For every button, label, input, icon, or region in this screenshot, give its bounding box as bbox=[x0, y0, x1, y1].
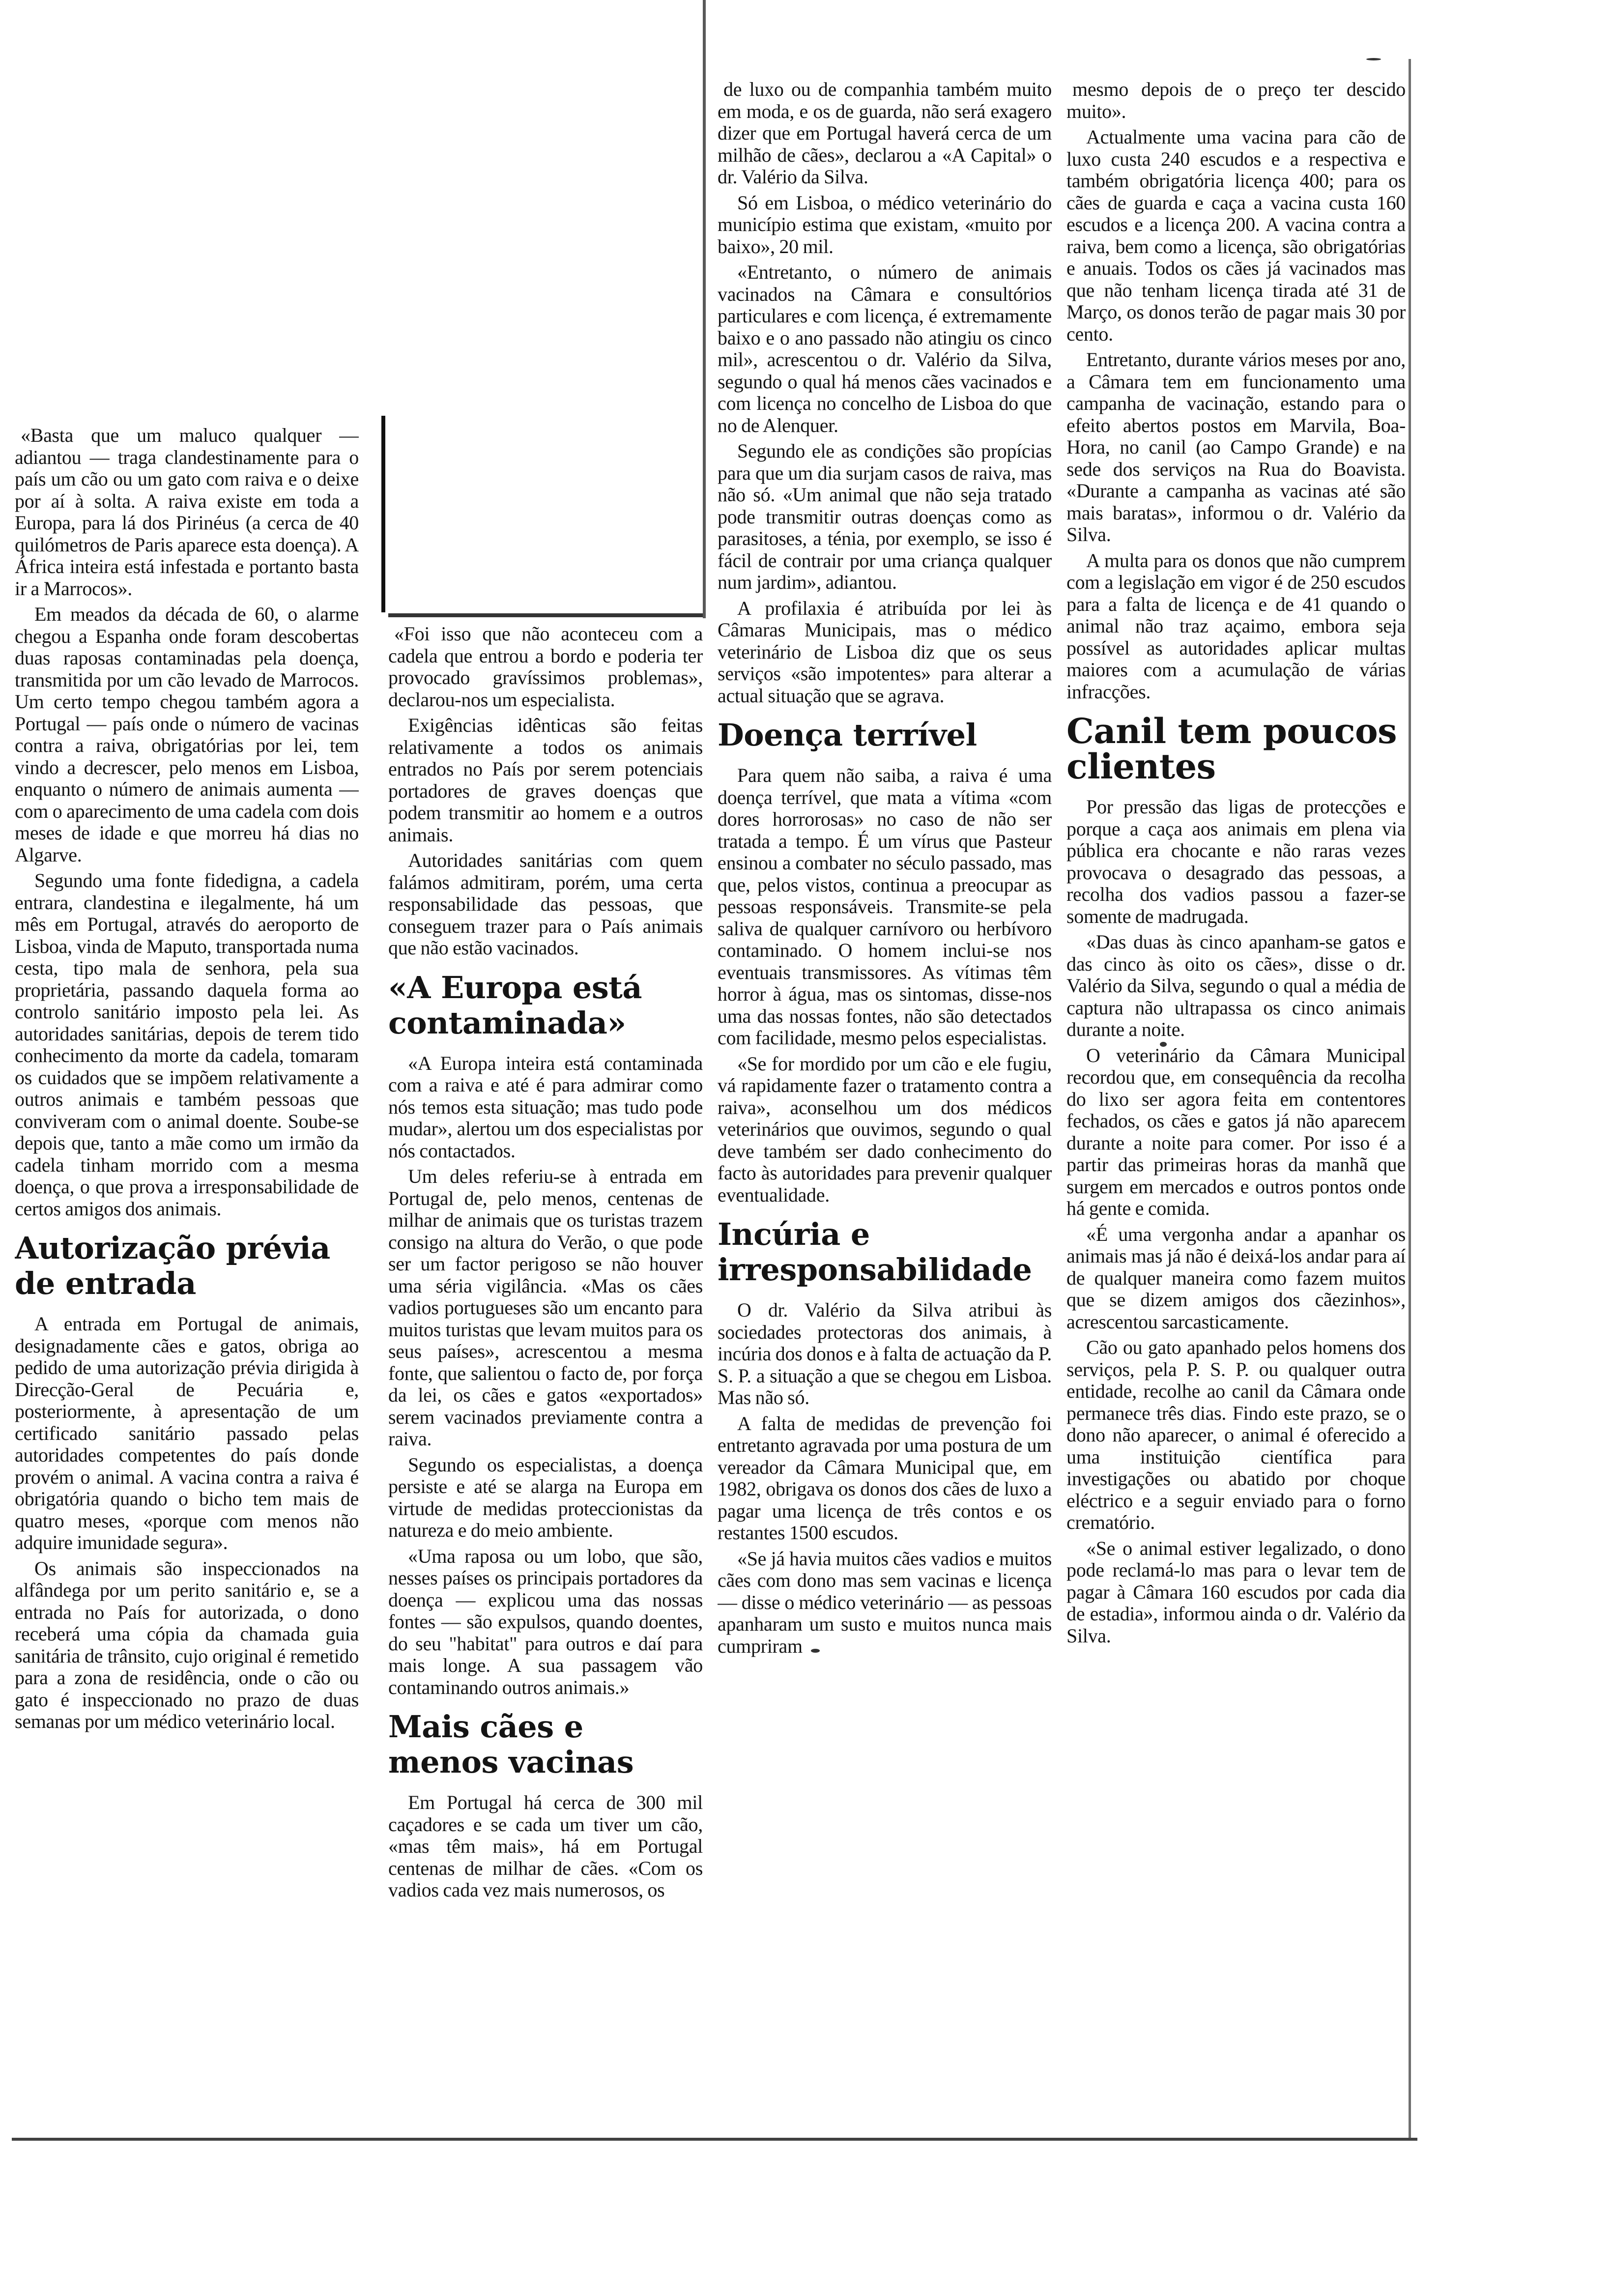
section-heading: Mais cães e menos vacinas bbox=[388, 1709, 634, 1780]
right-edge-rule bbox=[1409, 59, 1411, 2138]
paragraph: Cão ou gato apanhado pelos homens dos serviços, pela P. S. P. ou qualquer outra entidade, recolhe ao canil da Câmara onde permanece três dias. Findo este prazo, se o dono não aparecer, o animal é oferecido a uma instituição científica para investigações ou abatido por choque eléctrico e a seguir enviado para o forno crematório. bbox=[1066, 1336, 1406, 1533]
column1-right-rule bbox=[381, 416, 385, 612]
column-4 bbox=[1066, 79, 1406, 2135]
paragraph: Actualmente uma vacina para cão de luxo custa 240 escudos e a respectiva e também obrigatória licença 400; para os cães de guarda e caça a vacina custa 160 escudos e a licença 200. A vacina contra a raiva, bem como a licença, são obrigatórias e anuais. Todos os cães já vacinados mas que não tenham licença tirada até 31 de Março, os donos terão de pagar mais 30 por cento. bbox=[1066, 126, 1406, 345]
paragraph: Para quem não saiba, a raiva é uma doença terrível, que mata a vítima «com dores horrorosas» no caso de não ser tratada a tempo. É um vírus que Pasteur ensinou a combater no século passado, mas que, pelos vistos, continua a preocupar as pessoas responsáveis. Transmite-se pela saliva de qualquer carnívoro ou herbívoro contaminado. O homem inclui-se nos eventuais transmissores. As vítimas têm horror à água, mas os sintomas, disse-nos uma das nossas fontes, não são detectados com facilidade, mesmo pelos especialistas. bbox=[718, 764, 1052, 1049]
paragraph: «Se já havia muitos cães vadios e muitos cães com dono mas sem vacinas e licença — disse o médico veterinário — as pessoas apanharam um susto e muitos nunca mais cumpriram bbox=[718, 1547, 1052, 1657]
paragraph: A profilaxia é atribuída por lei às Câmaras Municipais, mas o médico veterinário de Lisboa diz que os seus serviços «são impotentes» para alterar a actual situação que se agrava. bbox=[718, 597, 1052, 707]
paragraph: Entretanto, durante vários meses por ano, a Câmara tem em funcionamento uma campanha de vacinação, estando para o efeito abertos postos em Marvila, Boa-Hora, no canil (ao Campo Grande) e na sede dos serviços na Rua do Boavista. «Durante a campanha as vacinas até são mais baratas», informou o dr. Valério da Silva. bbox=[1066, 348, 1406, 545]
top-edge-rule bbox=[388, 613, 703, 617]
paragraph: «Das duas às cinco apanham-se gatos e das cinco às oito os cães», disse o dr. Valério da Silva, segundo o qual a média de captura não ultrapassa os cinco animais durante a noite. bbox=[1066, 931, 1406, 1040]
section-heading: «A Europa está contaminada» bbox=[388, 969, 642, 1041]
section-heading: Canil tem poucos clientes bbox=[1066, 711, 1397, 787]
paragraph: «A Europa inteira está contaminada com a raiva e até é para admirar como nós temos esta situação; mas tudo pode mudar», alertou um dos especialistas por nós contactados. bbox=[388, 1052, 703, 1162]
paragraph: «Se o animal estiver legalizado, o dono pode reclamá-lo mas para o levar tem de pagar à Câmara 160 escudos por cada dia de estadia», informou ainda o dr. Valério da Silva. bbox=[1066, 1537, 1406, 1647]
paragraph: A falta de medidas de prevenção foi entretanto agravada por uma postura de um vereador da Câmara Municipal que, em 1982, obrigava os donos dos cães de luxo a pagar uma licença de três contos e os restantes 1500 escudos. bbox=[718, 1412, 1052, 1544]
paragraph: mesmo depois de o preço ter descido muito». bbox=[1066, 79, 1406, 122]
paragraph: Exigências idênticas são feitas relativamente a todos os animais entrados no País por serem potenciais portadores de graves doenças que podem transmitir ao homem e a outros animais. bbox=[388, 714, 703, 846]
paragraph: Segundo os especialistas, a doença persiste e até se alarga na Europa em virtude de medidas proteccionistas da natureza e do meio ambiente. bbox=[388, 1453, 703, 1541]
paragraph: «Foi isso que não aconteceu com a cadela que entrou a bordo e poderia ter provocado gravíssimos problemas», declarou-nos um especialista. bbox=[388, 623, 703, 711]
section-heading: Doença terrível bbox=[718, 717, 977, 753]
paragraph: A entrada em Portugal de animais, designadamente cães e gatos, obriga ao pedido de uma autorização prévia dirigida à Direcção-Geral de Pecuária e, posteriormente, à apresentação de um certificado sanitário passado pelas autoridades competentes do país donde provém o animal. A vacina contra a raiva é obrigatória quando o bicho tem mais de quatro meses, «porque com menos não adquire imunidade segura». bbox=[15, 1313, 359, 1553]
section-heading: Incúria e irresponsabilidade bbox=[718, 1216, 1032, 1288]
paragraph: Em meados da década de 60, o alarme chegou a Espanha onde foram descobertas duas raposas contaminadas pela doença, transmitida por um cão levado de Marrocos. Um certo tempo chegou também agora a Portugal — país onde o número de vacinas contra a raiva, obrigatórias por lei, tem vindo a decrescer, pelo menos em Lisboa, enquanto o número de animais aumenta — com o aparecimento de uma cadela com dois meses de idade e que morreu há dias no Algarve. bbox=[15, 603, 359, 866]
paragraph: Por pressão das ligas de protecções e porque a caça aos animais em plena via pública era chocante e não raras vezes provocava o desagrado das pessoas, a recolha dos vadios passou a fazer-se somente de madrugada. bbox=[1066, 796, 1406, 927]
paragraph: Em Portugal há cerca de 300 mil caçadores e se cada um tiver um cão, «mas têm mais», há em Portugal centenas de milhar de cães. «Com os vadios cada vez mais numerosos, os bbox=[388, 1791, 703, 1901]
paragraph: Segundo ele as condições são propícias para que um dia surjam casos de raiva, mas não só. «Um animal que não seja tratado pode transmitir outras doenças como as parasitoses, a ténia, por exemplo, se isso é fácil de contrair por uma criança qualquer num jardim», adiantou. bbox=[718, 440, 1052, 593]
paragraph: Segundo uma fonte fidedigna, a cadela entrara, clandestina e ilegalmente, há um mês em Portugal, através do aeroporto de Lisboa, vinda de Maputo, transportada numa cesta, tipo mala de senhora, pela sua proprietária, passando daquela forma ao controlo sanitário imposto pela lei. As autoridades sanitárias, depois de terem tido conhecimento da morte da cadela, tomaram os cuidados que se impõem relativamente a outros animais e também pessoas que conviveram com o animal doente. Soube-se depois que, tanto a mãe como um irmão da cadela tinham morrido com a mesma doença, o que prova a irresponsabilidade de certos amigos dos animais. bbox=[15, 869, 359, 1220]
paragraph: A multa para os donos que não cumprem com a legislação em vigor é de 250 escudos para a falta de licença e de 41 quando o animal não traz açaimo, embora seja possível as autoridades aplicar multas maiores com a acumulação de várias infracções. bbox=[1066, 549, 1406, 703]
column3-left-rule bbox=[703, 0, 706, 618]
paragraph: Um deles referiu-se à entrada em Portugal de, pelo menos, centenas de milhar de animais que os turistas trazem consigo na altura do Verão, o que pode ser um factor perigoso se não houver uma séria vigilância. «Mas os cães vadios portugueses são um encanto para muitos turistas que levam muitos para os seus países», acrescentou a mesma fonte, que salientou o facto de, por força da lei, os cães e gatos «exportados» serem vacinados previamente contra a raiva. bbox=[388, 1165, 703, 1450]
paragraph: O veterinário da Câmara Municipal recordou que, em consequência da recolha do lixo ser agora feita em contentores fechados, os cães e gatos já não aparecem durante a noite para comer. Por isso é a partir das primeiras horas da manhã que surgem em mercados e outros pontos onde há gente e comida. bbox=[1066, 1044, 1406, 1219]
paragraph: de luxo ou de companhia também muito em moda, e os de guarda, não será exagero dizer que em Portugal haverá cerca de um milhão de cães», declarou a «A Capital» o dr. Valério da Silva. bbox=[718, 79, 1052, 188]
paragraph: «Uma raposa ou um lobo, que são, nesses países os principais portadores da doença — explicou uma das nossas fontes — são expulsos, quando doentes, do seu "habitat" para outros e daí para mais longe. A sua passagem vão contaminando outros animais.» bbox=[388, 1545, 703, 1698]
paragraph: «Basta que um maluco qualquer — adiantou — traga clandestinamente para o país um cão ou um gato com raiva e o deixe por aí à solta. A raiva existe em toda a Europa, para lá dos Pirinéus (a cerca de 40 quilómetros de Paris aparece esta doença). A África inteira está infestada e portanto basta ir a Marrocos». bbox=[15, 425, 359, 600]
paragraph: «Se for mordido por um cão e ele fugiu, vá rapidamente fazer o tratamento contra a raiva», aconselhou um dos médicos veterinários que ouvimos, segundo o qual deve também ser dado conhecimento do facto às autoridades para prevenir qualquer eventualidade. bbox=[718, 1052, 1052, 1206]
paragraph: Só em Lisboa, o médico veterinário do município estima que existam, «muito por baixo», 20 mil. bbox=[718, 191, 1052, 258]
bottom-edge-rule bbox=[12, 2138, 1417, 2141]
column-1 bbox=[15, 425, 359, 2135]
paragraph: Autoridades sanitárias com quem falámos admitiram, porém, uma certa responsabilidade das pessoas, que conseguem trazer para o País animais que não estão vacinados. bbox=[388, 849, 703, 959]
column-2 bbox=[388, 623, 703, 2135]
section-heading: Autorização prévia de entrada bbox=[15, 1230, 330, 1301]
paragraph: O dr. Valério da Silva atribui às sociedades protectoras dos animais, à incúria dos donos e à falta de actuação da P. S. P. a situação a que se chegou em Lisboa. Mas não só. bbox=[718, 1299, 1052, 1408]
scan-speck bbox=[1366, 58, 1381, 60]
paragraph: Os animais são inspeccionados na alfândega por um perito sanitário e, se a entrada no País for autorizada, o dono receberá uma cópia da chamada guia sanitária de trânsito, cujo original é remetido para a zona de residência, onde o cão ou gato é inspeccionado no prazo de duas semanas por um médico veterinário local. bbox=[15, 1557, 359, 1732]
column-3 bbox=[718, 79, 1052, 2135]
paragraph: «Entretanto, o número de animais vacinados na Câmara e consultórios particulares e com licença, é extremamente baixo e o ano passado não atingiu os cinco mil», acrescentou o dr. Valério da Silva, segundo o qual há menos cães vacinados e com licença no concelho de Lisboa do que no de Alenquer. bbox=[718, 261, 1052, 436]
paragraph: «É uma vergonha andar a apanhar os animais mas já não é deixá-los andar para aí de qualquer maneira como fazem muitos que se dizem amigos dos cãezinhos», acrescentou sarcasticamente. bbox=[1066, 1223, 1406, 1333]
